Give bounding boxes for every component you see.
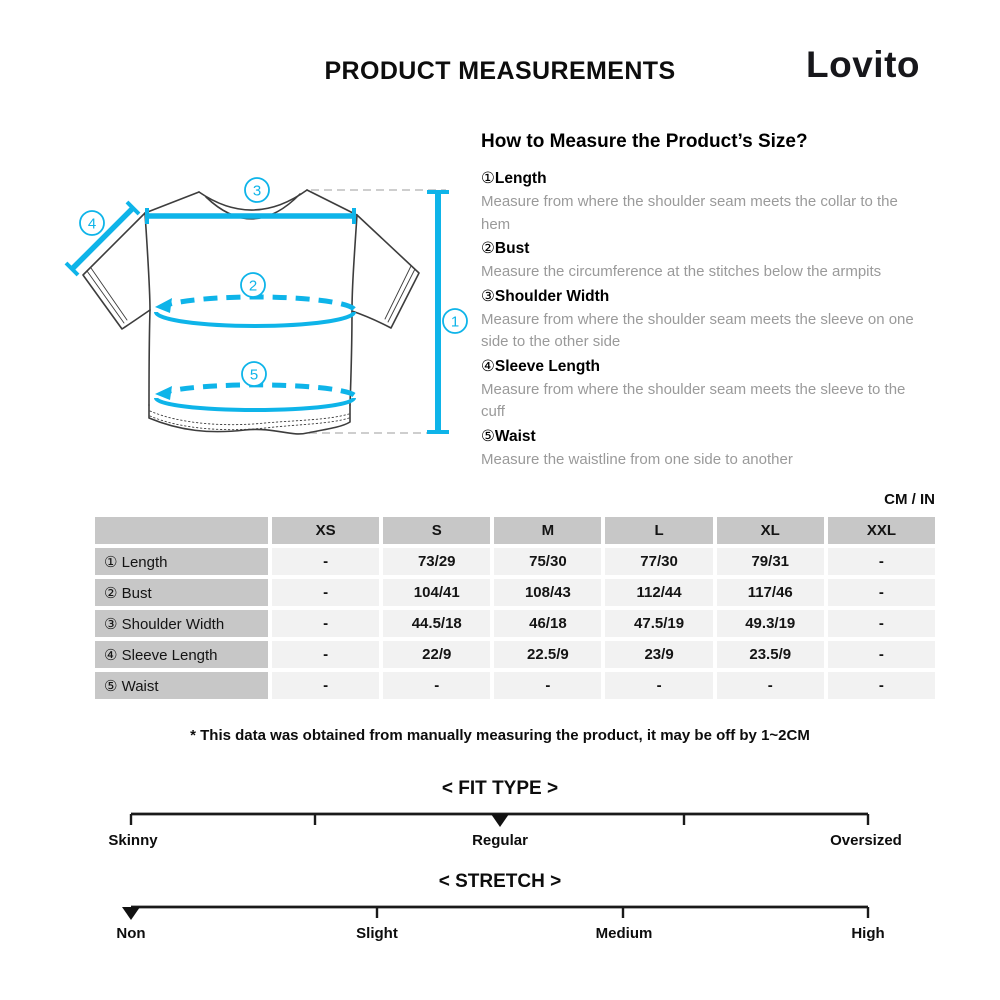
stretch-label-medium: Medium — [595, 925, 653, 942]
table-cell: 22.5/9 — [494, 641, 601, 668]
table-cell: 49.3/19 — [717, 610, 824, 637]
table-cell: 44.5/18 — [383, 610, 490, 637]
table-header-empty — [95, 517, 268, 544]
table-header-xxl: XXL — [828, 517, 935, 544]
bust-ellipse — [155, 297, 354, 326]
table-cell: 108/43 — [494, 579, 601, 606]
item-name: Shoulder Width — [494, 287, 610, 305]
table-cell: - — [272, 610, 379, 637]
stretch-scale — [0, 903, 1000, 923]
table-cell: 46/18 — [494, 610, 601, 637]
table-cell: 47.5/19 — [605, 610, 712, 637]
table-cell: 23.5/9 — [717, 641, 824, 668]
table-cell: - — [828, 548, 935, 575]
row-label-length: ① Length — [95, 548, 268, 575]
item-number: ⑤ — [481, 427, 495, 445]
item-description: Measure from where the shoulder seam meets the sleeve on one side to the other side — [481, 310, 914, 350]
svg-text:2: 2 — [248, 277, 258, 295]
table-cell: 75/30 — [494, 548, 601, 575]
marker-2-bust — [241, 273, 265, 297]
svg-text:5: 5 — [249, 366, 259, 384]
table-cell: 22/9 — [383, 641, 490, 668]
item-name: Length — [494, 170, 547, 187]
tshirt-outline — [83, 190, 419, 434]
stretch-label-non: Non — [116, 925, 146, 942]
item-description: Measure the circumference at the stitches below the armpits — [481, 263, 882, 280]
fit-label-oversized: Oversized — [830, 832, 902, 849]
table-cell: - — [828, 579, 935, 606]
how-to-item-bust — [481, 236, 931, 284]
table-cell: - — [272, 579, 379, 606]
table-header-xl: XL — [717, 517, 824, 544]
unit-label: CM / IN — [884, 491, 935, 508]
length-line — [427, 192, 449, 432]
marker-4-sleeve — [80, 211, 104, 235]
svg-text:4: 4 — [87, 215, 97, 233]
row-label-waist: ⑤ Waist — [95, 672, 268, 699]
item-description: Measure the waistline from one side to another — [481, 450, 793, 468]
stretch-title: < STRETCH > — [438, 871, 562, 892]
page-title: PRODUCT MEASUREMENTS — [324, 57, 676, 85]
table-cell: - — [828, 641, 935, 668]
table-cell: - — [272, 548, 379, 575]
item-description: Measure from where the shoulder seam meets the sleeve to the cuff — [481, 380, 906, 420]
tshirt-measurement-diagram — [60, 130, 480, 460]
stretch-label-high: High — [851, 925, 885, 942]
table-header-s: S — [383, 517, 490, 544]
table-cell: - — [272, 641, 379, 668]
table-cell: 23/9 — [605, 641, 712, 668]
marker-3-shoulder — [245, 178, 269, 202]
item-number: ③ — [481, 287, 495, 305]
item-name: Sleeve Length — [494, 357, 600, 375]
how-to-title: How to Measure the Product’s Size? — [481, 131, 808, 152]
row-label-shoulder-width: ③ Shoulder Width — [95, 610, 268, 637]
table-cell: 104/41 — [383, 579, 490, 606]
fit-label-skinny: Skinny — [108, 832, 158, 849]
brand-logo: Lovito — [806, 44, 920, 85]
marker-1-length — [443, 309, 467, 333]
item-number: ① — [481, 170, 495, 187]
table-cell: 77/30 — [605, 548, 712, 575]
how-to-item-sleeve-length — [481, 354, 931, 424]
table-cell: 117/46 — [717, 579, 824, 606]
row-label-sleeve-length: ④ Sleeve Length — [95, 641, 268, 668]
table-cell: - — [717, 672, 824, 699]
table-cell: - — [828, 672, 935, 699]
how-to-item-waist — [481, 424, 931, 472]
fit-label-regular: Regular — [472, 832, 528, 849]
fit-type-scale — [0, 810, 1000, 830]
stretch-label-slight: Slight — [356, 925, 398, 942]
table-cell: - — [383, 672, 490, 699]
item-number: ④ — [481, 357, 495, 375]
table-cell: 79/31 — [717, 548, 824, 575]
table-cell: 112/44 — [605, 579, 712, 606]
row-label-bust: ② Bust — [95, 579, 268, 606]
table-cell: - — [605, 672, 712, 699]
size-table — [95, 517, 935, 699]
table-cell: 73/29 — [383, 548, 490, 575]
fit-type-marker — [491, 814, 509, 827]
how-to-measure-section — [481, 131, 931, 471]
item-number: ② — [481, 240, 495, 257]
fit-type-title: < FIT TYPE > — [441, 778, 559, 799]
table-header-xs: XS — [272, 517, 379, 544]
item-name: Bust — [494, 240, 530, 257]
how-to-item-length — [481, 166, 931, 236]
how-to-item-shoulder-width — [481, 284, 931, 354]
svg-text:1: 1 — [450, 313, 460, 331]
table-cell: - — [494, 672, 601, 699]
svg-text:3: 3 — [252, 182, 262, 200]
table-header-m: M — [494, 517, 601, 544]
table-cell: - — [272, 672, 379, 699]
item-name: Waist — [494, 427, 536, 445]
stretch-marker — [122, 907, 140, 920]
item-description: Measure from where the shoulder seam meets the collar to the hem — [481, 193, 898, 233]
table-header-l: L — [605, 517, 712, 544]
marker-5-waist — [242, 362, 266, 386]
table-cell: - — [828, 610, 935, 637]
measurement-disclaimer: * This data was obtained from manually measuring the product, it may be off by 1~2CM — [190, 727, 810, 744]
